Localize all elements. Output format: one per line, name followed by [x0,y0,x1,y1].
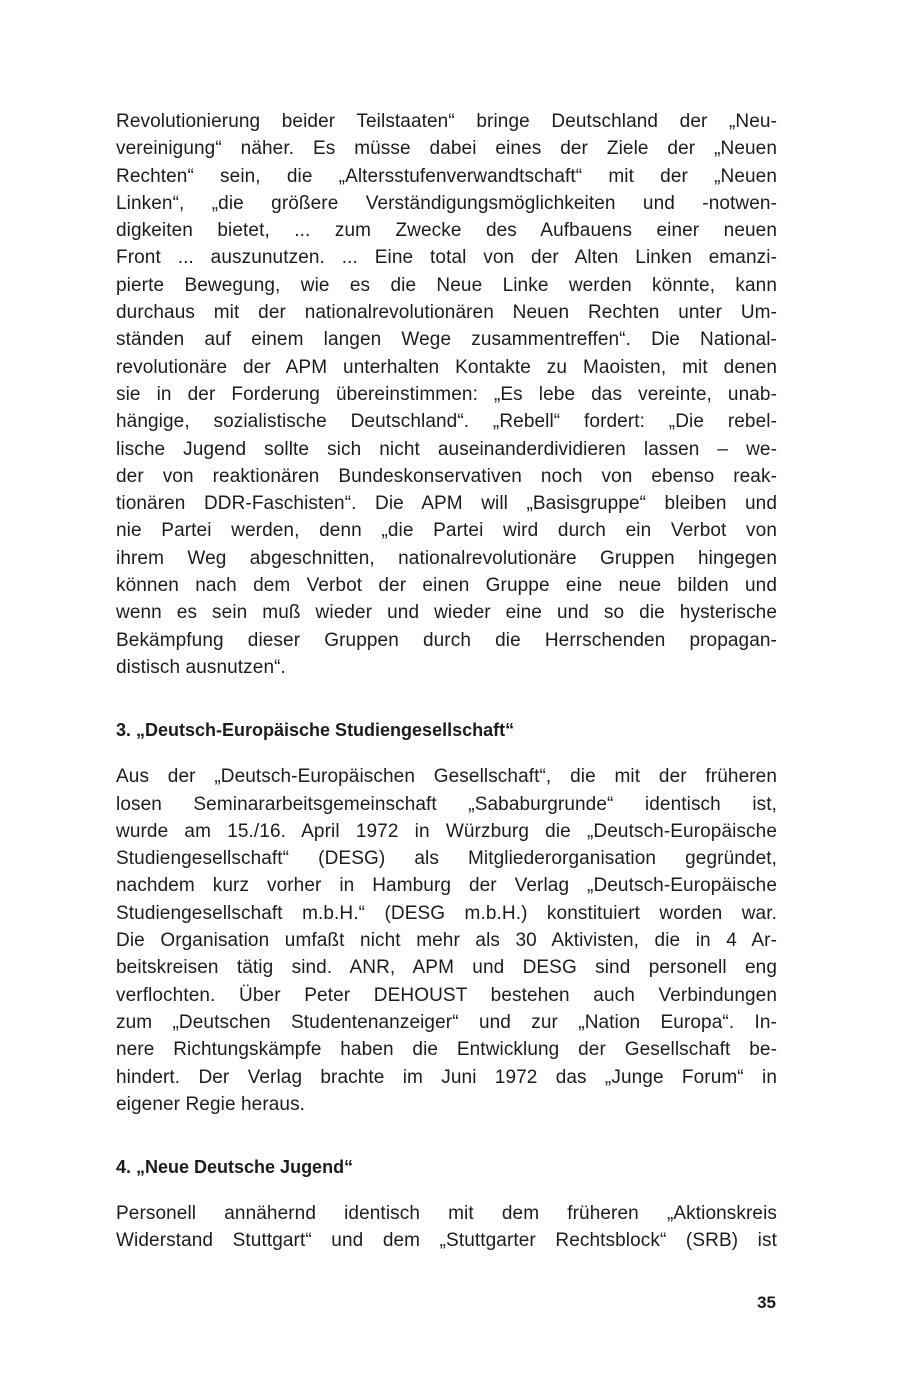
text-line: nachdem kurz vorher in Hamburg der Verlag „Deutsch-Europäische [116,875,777,897]
text-line: beitskreisen tätig sind. ANR, APM und DESG sind personell eng [116,957,777,979]
text-line: zum „Deutschen Studentenanzeiger“ und zur „Nation Europa“. In- [116,1011,777,1033]
text-line: verflochten. Über Peter DEHOUST bestehen auch Verbindungen [116,984,777,1006]
text-line: eigener Regie heraus. [116,1093,306,1115]
text-line: durchaus mit der nationalrevolutionären Neuen Rechten unter Um- [116,302,777,324]
paragraph-ndj [116,1200,777,1255]
text-line: tionären DDR-Faschisten“. Die APM will „Basisgruppe“ bleiben und [116,493,777,515]
section-heading-4: 4. „Neue Deutsche Jugend“ [116,1157,354,1178]
section-heading-3: 3. „Deutsch-Europäische Studiengesellschaft“ [116,720,515,741]
text-line: Rechten“ sein, die „Altersstufenverwandtschaft“ mit der „Neuen [116,165,777,187]
text-line: wenn es sein muß wieder und wieder eine und so die hysterische [116,602,777,624]
text-line: Personell annähernd identisch mit dem früheren „Aktionskreis [116,1203,777,1225]
text-line: Linken“, „die größere Verständigungsmöglichkeiten und -notwen- [116,192,777,214]
text-line: Studiengesellschaft“ (DESG) als Mitgliederorganisation gegründet, [116,848,777,870]
text-line: sie in der Forderung übereinstimmen: „Es lebe das vereinte, unab- [116,383,777,405]
text-line: wurde am 15./16. April 1972 in Würzburg die „Deutsch-Europäische [116,820,777,842]
text-line: Die Organisation umfaßt nicht mehr als 30 Aktivisten, die in 4 Ar- [116,930,777,952]
text-line: Front ... auszunutzen. ... Eine total von der Alten Linken emanzi- [116,247,777,269]
text-line: ständen auf einem langen Wege zusammentreffen“. Die National- [116,329,777,351]
page-number: 35 [757,1293,776,1312]
text-line: Revolutionierung beider Teilstaaten“ bringe Deutschland der „Neu- [116,111,777,132]
text-line: revolutionäre der APM unterhalten Kontakte zu Maoisten, mit denen [116,356,777,378]
text-line: Bekämpfung dieser Gruppen durch die Herrschenden propagan- [116,629,777,651]
text-line: Aus der „Deutsch-Europäischen Gesellschaft“, die mit der früheren [116,766,777,788]
text-line: nie Partei werden, denn „die Partei wird durch ein Verbot von [116,520,777,542]
text-line: Studiengesellschaft m.b.H.“ (DESG m.b.H.) konstituiert worden war. [116,902,777,924]
text-line: lische Jugend sollte sich nicht auseinanderdividieren lassen – we- [116,438,777,460]
text-line: nere Richtungskämpfe haben die Entwicklung der Gesellschaft be- [116,1039,777,1061]
text-line: hindert. Der Verlag brachte im Juni 1972 das „Junge Forum“ in [116,1066,777,1088]
text-line: pierte Bewegung, wie es die Neue Linke werden könnte, kann [116,274,777,296]
text-line: ihrem Weg abgeschnitten, nationalrevolutionäre Gruppen hingegen [116,547,777,569]
text-line: hängige, sozialistische Deutschland“. „Rebell“ fordert: „Die rebel- [116,411,777,433]
text-line: Widerstand Stuttgart“ und dem „Stuttgarter Rechtsblock“ (SRB) ist [116,1230,777,1252]
paragraph-desg [116,763,777,1118]
text-line: der von reaktionären Bundeskonservativen noch von ebenso reak- [116,465,777,487]
text-line: distisch ausnutzen“. [116,656,286,678]
text-line: vereinigung“ näher. Es müsse dabei eines der Ziele der „Neuen [116,138,777,160]
text-line: können nach dem Verbot der einen Gruppe eine neue bilden und [116,575,777,597]
text-line: losen Seminararbeitsgemeinschaft „Sababurgrunde“ identisch ist, [116,793,777,815]
page-body [116,108,777,1255]
text-line: digkeiten bietet, ... zum Zwecke des Aufbauens einer neuen [116,220,777,242]
paragraph-apm [116,108,777,681]
